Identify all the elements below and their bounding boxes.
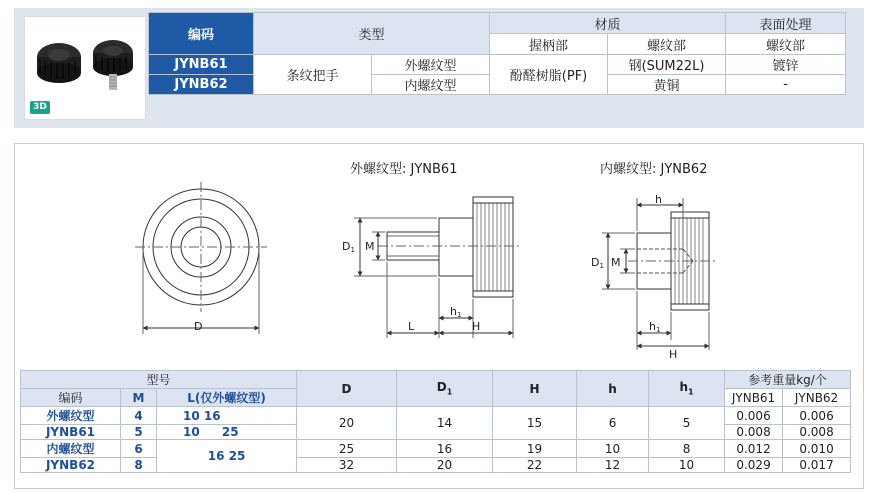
dim-row-D: 32 (297, 458, 397, 473)
3d-badge[interactable]: 3D (30, 101, 50, 114)
spec-surface-62: - (726, 75, 846, 95)
spec-type: 条纹把手 (254, 55, 372, 95)
dim-header-M: M (121, 389, 157, 407)
dim-row-D: 25 (297, 440, 397, 458)
dim-label-h1-ext: h1 (450, 305, 462, 319)
dim-label-M-int: M (611, 256, 621, 269)
dim-row-w61: 0.008 (725, 425, 783, 440)
dim-row-h: 10 (577, 440, 649, 458)
dim-row-w62: 0.008 (783, 425, 851, 440)
spec-subtype-ext: 外螺纹型 (372, 55, 490, 75)
dim-row-D1: 20 (397, 458, 493, 473)
dim-header-L: L(仅外螺纹型) (157, 389, 297, 407)
spec-thread-material-61: 钢(SUM22L) (608, 55, 726, 75)
dim-label-H-ext: H (472, 320, 481, 333)
dim-row-D: 20 (297, 407, 397, 440)
spec-surface-61: 镀锌 (726, 55, 846, 75)
dim-row-L: 16 25 (157, 440, 297, 473)
dim-row-M: 4 (121, 407, 157, 425)
dim-row-h: 6 (577, 407, 649, 440)
dim-row-H: 15 (493, 407, 577, 440)
dim-header-D: D (297, 371, 397, 407)
dim-header-w62: JYNB62 (783, 389, 851, 407)
dim-row-w62: 0.006 (783, 407, 851, 425)
dim-row-h1: 5 (649, 407, 725, 440)
dim-row-L: 10 16 (157, 407, 297, 425)
dim-header-model: 型号 (21, 371, 297, 389)
dim-row-H: 22 (493, 458, 577, 473)
spec-subtype-int: 内螺纹型 (372, 75, 490, 95)
dim-label-D1: D1 (342, 240, 355, 254)
dim-header-H: H (493, 371, 577, 407)
spec-header-thread: 螺纹部 (608, 34, 726, 55)
dim-group-int-label1: 内螺纹型 (21, 440, 121, 458)
dim-label-D1-int: D1 (591, 256, 604, 270)
spec-header-grip: 握柄部 (490, 34, 608, 55)
spec-header-surface-thread: 螺纹部 (726, 34, 846, 55)
spec-header-material: 材质 (490, 13, 726, 34)
dim-row-M: 6 (121, 440, 157, 458)
dimension-table (20, 370, 851, 473)
dim-label-M-ext: M (365, 240, 375, 253)
dim-group-int-label2: JYNB62 (21, 458, 121, 473)
dim-label-D: D (194, 320, 203, 333)
dim-row-L: 10 25 (157, 425, 297, 440)
dim-row-D1: 16 (397, 440, 493, 458)
dim-row-w62: 0.017 (783, 458, 851, 473)
dim-label-h-int: h (655, 193, 662, 206)
spec-header-type: 类型 (254, 13, 490, 55)
drawing-title-external: 外螺纹型: JYNB61 (350, 162, 458, 177)
dim-label-h1-int: h1 (649, 320, 661, 334)
dim-label-H-int: H (669, 348, 678, 361)
dim-row-h: 12 (577, 458, 649, 473)
front-view (135, 182, 267, 334)
dim-row-w61: 0.012 (725, 440, 783, 458)
dim-label-L: L (408, 320, 415, 333)
dim-header-code: 编码 (21, 389, 121, 407)
dim-row-D1: 14 (397, 407, 493, 440)
spec-header-surface: 表面处理 (726, 13, 846, 34)
dim-row-w61: 0.029 (725, 458, 783, 473)
drawing-title-internal: 内螺纹型: JYNB62 (600, 162, 708, 177)
dim-row-H: 19 (493, 440, 577, 458)
dim-row-M: 5 (121, 425, 157, 440)
dim-row-w62: 0.010 (783, 440, 851, 458)
dim-row-M: 8 (121, 458, 157, 473)
dim-group-ext-label2: JYNB61 (21, 425, 121, 440)
side-view-external (354, 197, 520, 338)
dim-header-weight: 参考重量kg/个 (725, 371, 851, 389)
dim-header-D1: $D_1$ (397, 371, 493, 407)
spec-thread-material-62: 黄铜 (608, 75, 726, 95)
dim-row-w61: 0.006 (725, 407, 783, 425)
spec-header-code: 编码 (149, 13, 254, 55)
dim-row-h1: 10 (649, 458, 725, 473)
dim-header-w61: JYNB61 (725, 389, 783, 407)
spec-code-jynb61: JYNB61 (149, 55, 254, 75)
dim-row-h1: 8 (649, 440, 725, 458)
spec-code-jynb62: JYNB62 (149, 75, 254, 95)
spec-grip-material: 酚醛树脂(PF) (490, 55, 608, 95)
dim-header-h: h (577, 371, 649, 407)
dim-header-h1: $h_1$ (649, 371, 725, 407)
dim-group-ext-label1: 外螺纹型 (21, 407, 121, 425)
